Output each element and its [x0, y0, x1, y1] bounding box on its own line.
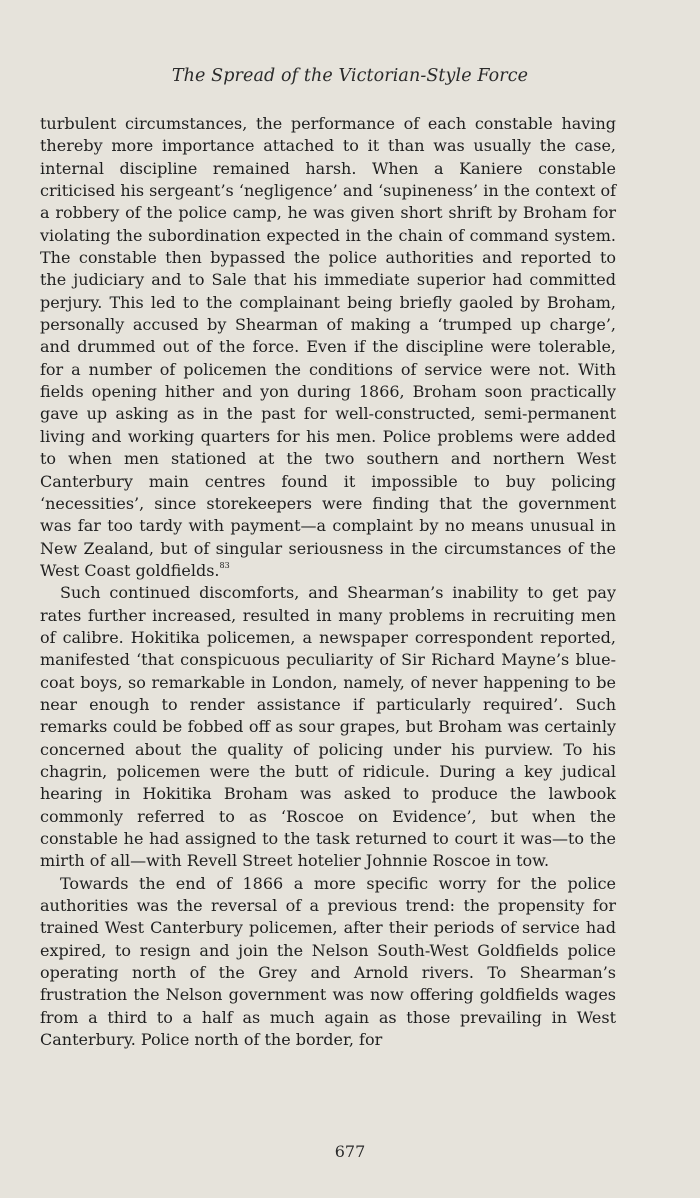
paragraph-3: Towards the end of 1866 a more specific worry for the police authorities was the reversal of a previous trend: the propensity for trained West Canterbury policemen, after their periods of service had expired, to resign and join the Nelson South-West Goldfields police operating north of the Grey and Arnold rivers. To Shearman’s frustration the Nelson government was now offering goldfields wages from a third to a half as much again as those prevailing in West Canterbury. Police north of the border, for	[40, 873, 616, 1050]
body-text	[40, 113, 616, 1051]
page-number: 677	[334, 1142, 366, 1161]
paragraph-1-text: turbulent circumstances, the performance of each constable having thereby more importance attached to it than was usually the case, internal discipline remained harsh. When a Kaniere constable criticised his sergeant’s ‘negligence’ and ‘supineness’ in the context of a robbery of the police camp, he was given short shrift by Broham for violating the subordination expected in the chain of command system. The constable then bypassed the police authorities and reported to the judiciary and to Sale that his immediate superior had committed perjury. This led to the complainant being briefly gaoled by Broham, personally accused by Shearman of making a ‘trumped up charge’, and drummed out of the force. Even if the discipline were tolerable, for a number of policemen the conditions of service were not. With fields opening hither and yon during 1866, Broham soon practically gave up asking as in the past for well-constructed, semi-permanent living and working quarters for his men. Police problems were added to when men stationed at the two southern and northern West Canterbury main centres found it impossible to buy policing ‘necessities’, since storekeepers were finding that the government was far too tardy with payment—a complaint by no means unusual in New Zealand, but of singular seriousness in the circumstances of the West Coast goldfields.	[40, 114, 616, 580]
paragraph-1	[40, 113, 616, 582]
paragraph-2: Such continued discomforts, and Shearman’s inability to get pay rates further increased, resulted in many problems in recruiting men of calibre. Hokitika policemen, a newspaper correspondent reported, manifested ‘that conspicuous peculiarity of Sir Richard Mayne’s blue-coat boys, so remarkable in London, namely, of never happening to be near enough to render assistance if particularly required’. Such remarks could be fobbed off as sour grapes, but Broham was certainly concerned about the quality of policing under his purview. To his chagrin, policemen were the butt of ridicule. During a key judical hearing in Hokitika Broham was asked to produce the lawbook commonly referred to as ‘Roscoe on Evidence’, but when the constable he had assigned to the task returned to court it was—to the mirth of all—with Revell Street hotelier Johnnie Roscoe in tow.	[40, 583, 616, 871]
running-head: The Spread of the Victorian-Style Force	[171, 66, 529, 86]
footnote-reference[interactable]: 83	[219, 560, 230, 570]
